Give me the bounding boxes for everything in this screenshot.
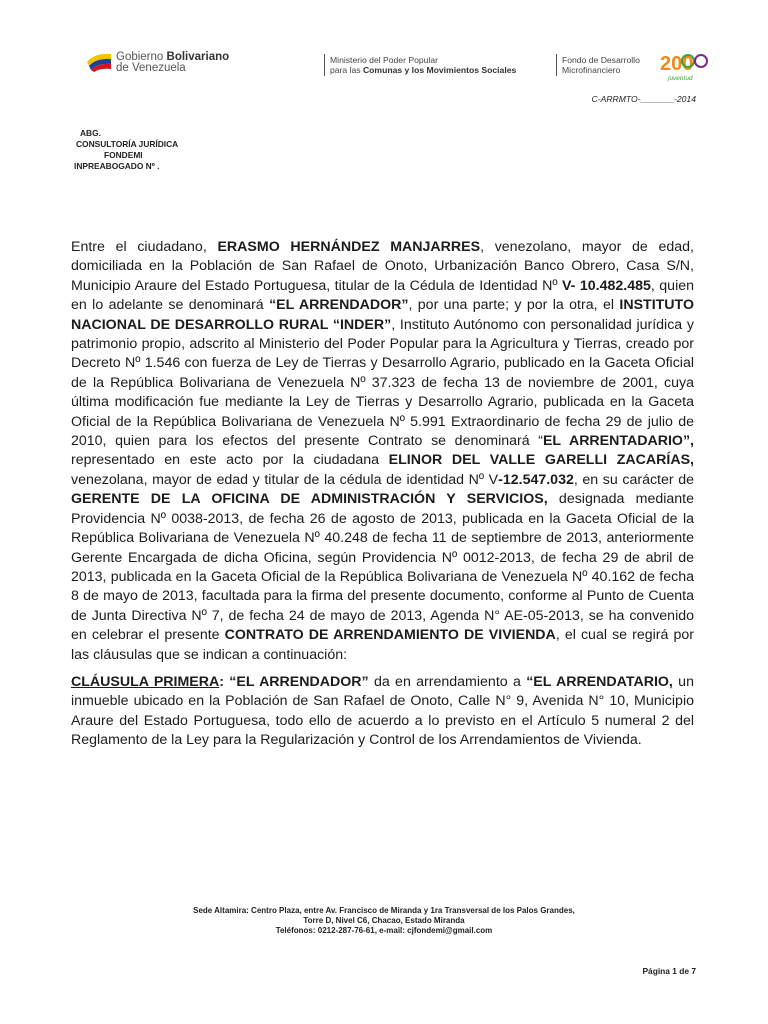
text-run: , el cual se regirá por las cláusulas que se indican a continuación:	[71, 627, 695, 663]
ministerio-label	[330, 55, 516, 75]
text-run: , en su carácter de	[573, 471, 694, 488]
letterhead	[86, 48, 706, 84]
text-run: ELINOR DEL VALLE GARELLI ZACARÍAS,	[388, 452, 694, 469]
gobierno-logo	[86, 52, 229, 74]
footer-line1: Sede Altamira: Centro Plaza, entre Av. Francisco de Miranda y 1ra Transversal de los Palos Grandes,	[193, 906, 575, 915]
text-run: , por una parte; y por la otra, el	[408, 297, 620, 314]
footer-line2: Torre D, Nivel C6, Chacao, Estado Miranda	[303, 916, 465, 925]
text-run: da en arrendamiento a	[368, 673, 527, 690]
min-line2-a: para las	[330, 65, 363, 75]
min-line2-b: Comunas y los Movimientos Sociales	[362, 65, 517, 75]
addressee-line1: ABG.	[80, 128, 101, 138]
text-run: EL ARRENTADARIO”,	[542, 433, 694, 450]
text-run: un inmueble ubicado en la Población de San Rafael de Onoto, Calle N° 9, Avenida N° 10, Municipio Araure del Estado Portuguesa, todo ello de acuerdo a lo previsto en el Artículo 5 numeral 2 del Reglamento de la Ley para la Regularización y Control de los Arrendamientos de Vivienda.	[71, 673, 694, 749]
text-run: designada mediante Providencia Nº 0038-2013, de fecha 26 de agosto de 2013, publicada en la Gaceta Oficial de la República Bolivariana de Venezuela Nº 40.248 de fecha 11 de septiembre de 2013, anteriormente Gerente Encargada de dicha Oficina, según Providencia Nº 0012-2013, de fecha 29 de abril de 2013, publicada en la Gaceta Oficial de la República Bolivariana de Venezuela Nº 40.162 de fecha 8 de mayo de 2013, facultada para la firma del presente documento, conforme al Punto de Cuenta de Junta Directiva Nº 7, de fecha 24 de mayo de 2013, Agenda N° AE-05-2013, se ha convenido en celebrar el presente	[71, 491, 695, 644]
text-run: representado en este acto por la ciudadana	[71, 452, 389, 469]
addressee-line4: INPREABOGADO Nº .	[74, 161, 160, 171]
text-run: ERASMO HERNÁNDEZ MANJARRES	[217, 239, 481, 255]
addressee-line3: FONDEMI	[104, 150, 143, 160]
text-run: CLÁUSULA PRIMERA	[71, 673, 220, 690]
fondo-line2: Microfinanciero	[562, 65, 621, 75]
contract-body	[71, 238, 694, 751]
logo-caption: juventud	[668, 75, 693, 82]
addressee-line2: CONSULTORÍA JURÍDICA	[76, 139, 179, 149]
text-run: : “EL ARRENDADOR”	[219, 673, 369, 690]
text-run: -12.547.032	[498, 471, 574, 488]
fondemi-label	[562, 55, 640, 75]
paragraph-intro	[71, 238, 694, 665]
footer-line3: Teléfonos: 0212-287-76-61, e-mail: cjfondemi@gmail.com	[275, 926, 493, 935]
footer-address	[0, 906, 768, 936]
gob-line2: de Venezuela	[116, 62, 186, 74]
text-run: GERENTE DE LA OFICINA DE ADMINISTRACIÓN Y SERVICIOS,	[71, 491, 548, 508]
page-number: Página 1 de 7	[642, 966, 696, 976]
juventud-200-logo	[658, 48, 714, 84]
text-run: “EL ARRENDATARIO,	[526, 673, 673, 690]
text-run: , quien en lo adelante se denominará	[71, 277, 694, 314]
text-run: Entre el ciudadano,	[71, 239, 218, 255]
gob-line1-b: Bolivariano	[166, 51, 230, 63]
gob-line1-a: Gobierno	[116, 51, 167, 63]
min-line1: Ministerio del Poder Popular	[330, 55, 438, 65]
text-run: V- 10.482.485	[561, 277, 651, 294]
paragraph-clausula-primera	[71, 673, 694, 751]
logo-number: 200	[660, 53, 694, 75]
header-divider	[324, 54, 325, 76]
text-run: , venezolano, mayor de edad, domiciliada en la Población de San Rafael de Onoto, Urbanización Banco Obrero, Casa S/N, Municipio Araure del Estado Portuguesa, titular de la Cédula de Identidad Nº	[71, 239, 694, 294]
addressee-block	[74, 128, 178, 172]
text-run: venezolana, mayor de edad y titular de la cédula de identidad Nº V	[71, 471, 499, 488]
text-run: “EL ARRENDADOR”	[269, 297, 409, 314]
text-run: , Instituto Autónomo con personalidad jurídica y patrimonio propio, adscrito al Ministerio del Poder Popular para la Agricultura y Tierras, creado por Decreto Nº 1.546 con fuerza de Ley de Tierras y Desarrollo Agrario, publicado en la Gaceta Oficial de la República Bolivariana de Venezuela Nº 37.323 de fecha 13 de noviembre de 2001, cuya última modificación fue mediante la Ley de Tierras y Desarrollo Agrario, publicada en la Gaceta Oficial de la República Bolivariana de Venezuela Nº 5.991 Extraordinario de fecha 29 de julio de 2010, quien para los efectos del presente Contrato se denominará “	[71, 316, 694, 450]
document-reference: C-ARRMTO-_______-2014	[591, 94, 696, 104]
text-run: INSTITUTO NACIONAL DE DESARROLLO RURAL “INDER”	[71, 297, 694, 333]
venezuela-flag-icon	[86, 52, 112, 72]
fondo-line1: Fondo de Desarrollo	[562, 55, 640, 65]
header-divider	[556, 54, 557, 76]
text-run: CONTRATO DE ARRENDAMIENTO DE VIVIENDA	[224, 627, 556, 644]
